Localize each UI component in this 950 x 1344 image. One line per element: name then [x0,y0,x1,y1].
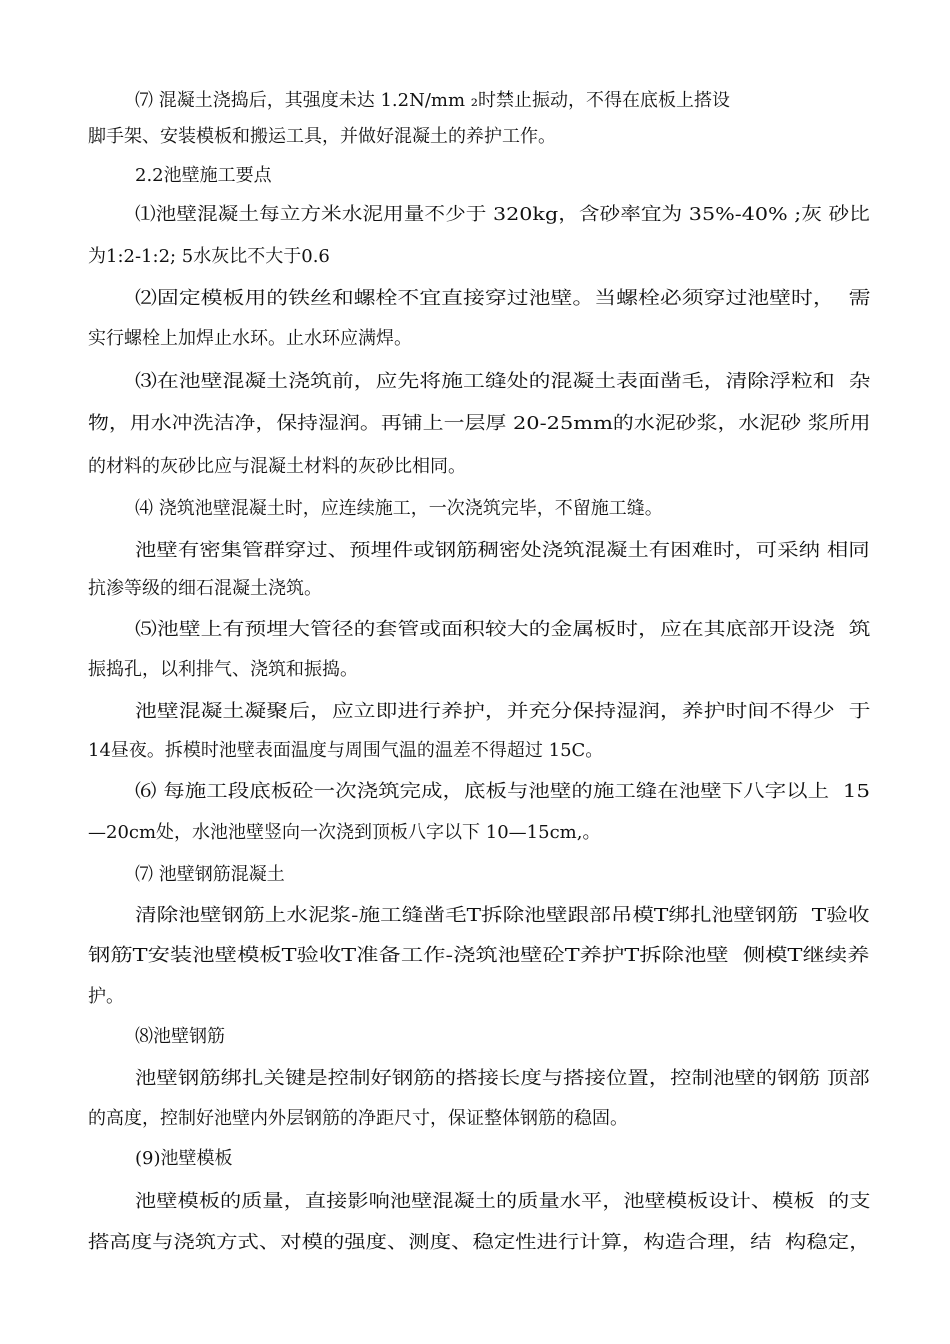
text-line: ⑶在池壁混凝土浇筑前，应先将施工缝处的混凝土表面凿毛，清除浮粒和 杂 [135,371,871,392]
text-line: 实行螺栓上加焊止水环。止水环应满焊。 [88,328,412,349]
text-line: —20cm处，水池池壁竖向一次浇到顶板八字以下 10—15cm,。 [88,822,601,843]
text-line: ⑴池壁混凝土每立方米水泥用量不少于 320kg，含砂率宜为 35%-40% ;灰 砂比 [135,204,870,225]
text-line: 2.2池壁施工要点 [135,165,272,186]
text-line: (9)池壁模板 [135,1148,233,1169]
text-line: ⑻池壁钢筋 [135,1026,225,1047]
text-line: ⑵固定模板用的铁丝和螺栓不宜直接穿过池壁。当螺栓必须穿过池壁时， 需 [135,288,871,309]
text-line: 的高度，控制好池壁内外层钢筋的净距尺寸，保证整体钢筋的稳固。 [88,1108,628,1129]
text-line: 脚手架、安装模板和搬运工具，并做好混凝土的养护工作。 [88,126,556,147]
text-line: 抗渗等级的细石混凝土浇筑。 [88,578,322,599]
text-line: ⑸池壁上有预埋大管径的套管或面积较大的金属板时，应在其底部开设浇 筑 [135,619,871,640]
text-line: 为1:2-1:2; 5水灰比不大于0.6 [88,246,330,267]
text-line: ⑹ 每施工段底板砼一次浇筑完成，底板与池壁的施工缝在池壁下八字以上 15 [135,781,871,802]
text-line: 池壁钢筋绑扎关键是控制好钢筋的搭接长度与搭接位置，控制池壁的钢筋 顶部 [135,1068,870,1089]
text-line: 护。 [88,986,124,1007]
text-line: ⑺ 混凝土浇捣后，其强度未达 1.2N/mm ₂时禁止振动，不得在底板上搭设 [135,90,730,111]
text-line: 14昼夜。拆模时池壁表面温度与周围气温的温差不得超过 15C。 [88,740,604,761]
text-line: 的材料的灰砂比应与混凝土材料的灰砂比相同。 [88,456,466,477]
text-line: 钢筋T安装池壁模板T验收T准备工作-浇筑池壁砼T养护T拆除池壁 侧模T继续养 [88,945,870,966]
text-line: ⑺ 池壁钢筋混凝土 [135,864,285,885]
text-line: 清除池壁钢筋上水泥浆-施工缝凿毛T拆除池壁跟部吊模T绑扎池壁钢筋 T验收 [135,905,870,926]
text-line: 池壁混凝土凝聚后，应立即进行养护，并充分保持湿润，养护时间不得少 于 [135,701,871,722]
text-line: 池壁有密集管群穿过、预埋件或钢筋稠密处浇筑混凝土有困难时，可采纳 相同 [135,540,870,561]
text-line: ⑷ 浇筑池壁混凝土时，应连续施工，一次浇筑完毕，不留施工缝。 [135,498,663,519]
text-line: 振捣孔，以利排气、浇筑和振捣。 [88,659,358,680]
text-line: 搭高度与浇筑方式、对模的强度、测度、稳定性进行计算，构造合理，结 构稳定， [88,1232,871,1253]
text-line: 池壁模板的质量，直接影响池壁混凝土的质量水平，池壁模板设计、模板 的支 [135,1191,871,1212]
text-line: 物，用水冲洗洁净，保持湿润。再铺上一层厚 20-25mm的水泥砂浆，水泥砂 浆所用 [88,413,871,434]
